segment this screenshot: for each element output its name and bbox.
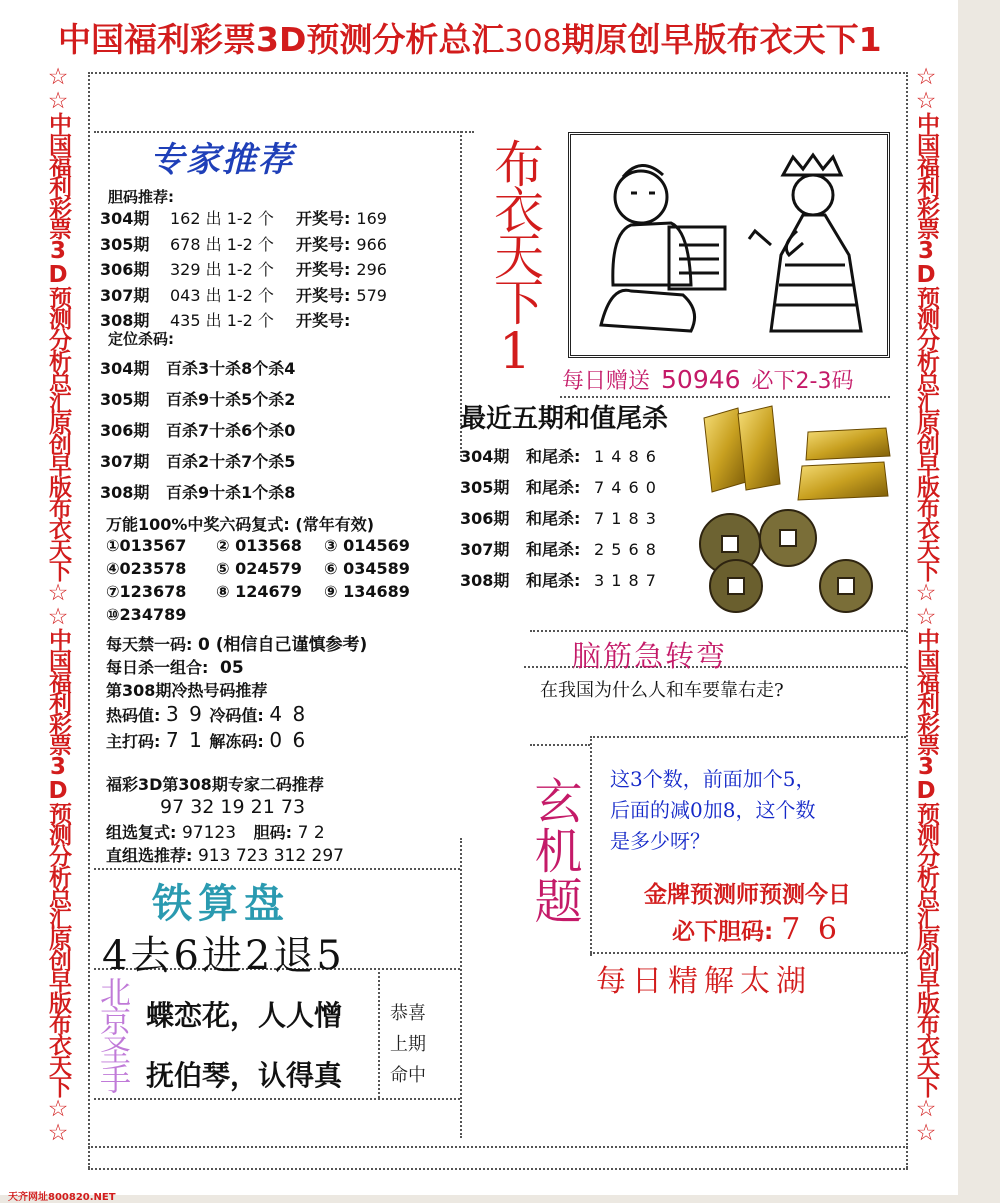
sum-row bbox=[460, 537, 657, 560]
six-code: ② 013568 bbox=[216, 536, 302, 555]
six-code: ③ 014569 bbox=[324, 536, 410, 555]
dan-code: 435 出 1-2 个 bbox=[170, 311, 274, 330]
daily-gift-value: 50946 bbox=[661, 365, 741, 394]
main-value: 7 1 bbox=[165, 728, 204, 752]
kill-combo-row bbox=[106, 655, 244, 678]
xuanji-riddle bbox=[610, 764, 815, 857]
cartoon-svg bbox=[571, 135, 881, 349]
kill-list bbox=[100, 356, 460, 506]
congrats-block bbox=[390, 998, 426, 1091]
riddle-line-1: 这3个数，前面加个5， bbox=[610, 767, 816, 791]
poem-line-1: 蝶恋花，人人憎 bbox=[146, 999, 343, 1032]
main-row bbox=[106, 728, 307, 752]
sum-issue: 306期 bbox=[460, 509, 510, 528]
sum-tail-title: 最近五期和值尾杀 bbox=[460, 404, 669, 434]
six-code: ④023578 bbox=[106, 559, 187, 578]
dan-prize: 579 bbox=[356, 285, 387, 305]
kill-text: 百杀9十杀5个杀2 bbox=[166, 390, 296, 409]
direct-value: 913 723 312 297 bbox=[197, 846, 344, 866]
sum-label: 和尾杀: bbox=[526, 571, 581, 590]
gold-line2 bbox=[672, 912, 841, 947]
group-label: 组选复式: bbox=[106, 823, 177, 842]
expert-title: 专家推荐 bbox=[150, 140, 294, 180]
taihu-title: 每日精解太湖 bbox=[596, 964, 812, 999]
gold-bars-illustration bbox=[698, 404, 894, 508]
group-row bbox=[106, 820, 325, 843]
kill-row bbox=[100, 449, 295, 472]
kill-row bbox=[100, 480, 295, 503]
sum-tail-list bbox=[460, 444, 690, 604]
sum-label: 和尾杀: bbox=[526, 478, 581, 497]
poem-line-2: 抚伯琴，认得真 bbox=[146, 1059, 343, 1092]
coins-svg bbox=[696, 510, 892, 616]
sum-label: 和尾杀: bbox=[526, 540, 581, 559]
hotcold-title: 第308期冷热号码推荐 bbox=[106, 681, 268, 700]
footer-url: 天齐网址800820.NET bbox=[8, 1192, 116, 1203]
six-code: ⑤ 024579 bbox=[216, 559, 302, 578]
group-value: 97123 bbox=[181, 823, 237, 843]
six-title: 万能100%中奖六码复式: (常年有效) bbox=[106, 515, 375, 534]
frame-left bbox=[88, 72, 90, 1168]
unfreeze-label: 解冻码: bbox=[209, 732, 264, 751]
kill-row bbox=[100, 387, 295, 410]
sum-label: 和尾杀: bbox=[526, 447, 581, 466]
dan-issue: 308期 bbox=[100, 311, 150, 330]
six-row bbox=[106, 559, 432, 578]
cold-label: 冷码值: bbox=[209, 706, 264, 725]
sum-value: 1 4 8 6 bbox=[594, 447, 657, 466]
brain-frame-top bbox=[530, 630, 906, 632]
two-values: 97 32 19 21 73 bbox=[160, 796, 306, 818]
dan-prize-label: 开奖号: bbox=[296, 234, 351, 254]
sum-row bbox=[460, 568, 657, 591]
kill-issue: 305期 bbox=[100, 390, 150, 409]
dan-issue: 304期 bbox=[100, 209, 150, 228]
brain-title: 脑筋急转弯 bbox=[572, 639, 728, 673]
buyi-title: 布衣天下1 bbox=[486, 138, 544, 376]
ban-value: 0 (相信自己谨慎参考) bbox=[197, 635, 368, 655]
hot-value: 3 9 bbox=[165, 702, 204, 726]
six-list bbox=[106, 536, 456, 632]
abacus-formula: 4去6进2退5 bbox=[102, 933, 345, 979]
six-code: ①013567 bbox=[106, 536, 187, 555]
xuanji-frame-top bbox=[590, 736, 906, 738]
gold-line2-value: 7 6 bbox=[781, 912, 841, 947]
hot-label: 热码值: bbox=[106, 706, 161, 725]
dan-row bbox=[100, 283, 387, 306]
kill-title: 定位杀码: bbox=[108, 330, 174, 348]
six-code: ⑨ 134689 bbox=[324, 582, 410, 601]
sum-value: 3 1 8 7 bbox=[594, 571, 657, 590]
six-row bbox=[106, 536, 432, 555]
cartoon-figures-illustration bbox=[568, 132, 890, 358]
six-code: ⑩234789 bbox=[106, 605, 187, 624]
dan-row bbox=[100, 206, 387, 229]
brain-question: 在我国为什么人和车要靠右走? bbox=[540, 680, 784, 701]
dan-row bbox=[100, 257, 387, 280]
two-title: 福彩3D第308期专家二码推荐 bbox=[106, 775, 324, 794]
riddle-line-2: 后面的减0加8，这个数 bbox=[610, 798, 816, 822]
frame-bottom bbox=[88, 1168, 908, 1170]
daily-gift-suffix: 必下2-3码 bbox=[751, 369, 854, 394]
dan-label: 胆码: bbox=[253, 823, 293, 842]
dan-prize: 296 bbox=[356, 260, 387, 279]
abacus-frame-right bbox=[460, 838, 462, 1138]
sum-value: 7 4 6 0 bbox=[594, 478, 657, 497]
beijing-side-title: 北京圣手 bbox=[94, 976, 130, 1092]
right-side-banner: ☆☆中国福利彩票3D预测分析总汇原创早版布衣天下☆☆中国福利彩票3D预测分析总汇原创早版布衣天下☆☆ bbox=[913, 64, 939, 1144]
dan-code: 162 出 1-2 个 bbox=[170, 209, 274, 228]
six-row bbox=[106, 605, 432, 624]
kill-text: 百杀7十杀6个杀0 bbox=[166, 421, 296, 440]
gold-line2-label: 必下胆码: bbox=[672, 919, 774, 945]
six-code: ⑥ 034589 bbox=[324, 559, 410, 578]
dan-prize: 966 bbox=[356, 234, 387, 254]
daily-gift-row bbox=[562, 364, 853, 395]
congrats-line-3: 命中 bbox=[390, 1065, 426, 1086]
sum-issue: 305期 bbox=[460, 478, 510, 497]
six-code: ⑧ 124679 bbox=[216, 582, 302, 601]
dan-prize: 169 bbox=[356, 209, 387, 228]
dan-title: 胆码推荐: bbox=[108, 188, 174, 206]
kill-issue: 308期 bbox=[100, 483, 150, 502]
six-code: ⑦123678 bbox=[106, 582, 187, 601]
kill-issue: 307期 bbox=[100, 452, 150, 471]
main-label: 主打码: bbox=[106, 732, 161, 751]
dan-prize-label: 开奖号: bbox=[296, 209, 351, 228]
title-part2: 期原创早版布衣天下1 bbox=[561, 20, 882, 59]
title-issue: 308 bbox=[504, 24, 562, 59]
six-row bbox=[106, 582, 432, 601]
kill-text: 百杀2十杀7个杀5 bbox=[166, 452, 296, 471]
xuanji-title: 玄机题 bbox=[526, 776, 582, 926]
dan-code: 329 出 1-2 个 bbox=[170, 260, 274, 279]
dan-issue: 307期 bbox=[100, 285, 150, 305]
beijing-frame-bottom bbox=[94, 1098, 460, 1100]
kill-combo-label: 每日杀一组合: bbox=[106, 658, 209, 677]
congrats-line-2: 上期 bbox=[390, 1034, 426, 1055]
gold-bars-svg bbox=[698, 404, 894, 508]
frame-right bbox=[906, 72, 908, 1168]
congrats-line-1: 恭喜 bbox=[390, 1003, 426, 1024]
dan-value: 7 2 bbox=[297, 823, 325, 843]
sum-value: 2 5 6 8 bbox=[594, 540, 657, 559]
daily-gift-label: 每日赠送 bbox=[562, 369, 651, 394]
hotcold-row bbox=[106, 702, 307, 726]
sum-issue: 307期 bbox=[460, 540, 510, 559]
dan-issue: 305期 bbox=[100, 234, 150, 254]
dan-prize-label: 开奖号: bbox=[296, 311, 351, 330]
sum-row bbox=[460, 506, 657, 529]
sum-row bbox=[460, 444, 657, 467]
kill-text: 百杀9十杀1个杀8 bbox=[166, 483, 296, 502]
unfreeze-value: 0 6 bbox=[269, 728, 308, 752]
frame-top bbox=[88, 72, 908, 74]
dan-code: 678 出 1-2 个 bbox=[170, 234, 274, 254]
kill-row bbox=[100, 356, 295, 379]
kill-row bbox=[100, 418, 295, 441]
sum-label: 和尾杀: bbox=[526, 509, 581, 528]
sum-value: 7 1 8 3 bbox=[594, 509, 657, 528]
ban-row bbox=[106, 630, 367, 655]
dan-issue: 306期 bbox=[100, 260, 150, 279]
sum-issue: 308期 bbox=[460, 571, 510, 590]
xuanji-frame-bottom bbox=[590, 952, 906, 954]
abacus-title: 铁算盘 bbox=[152, 880, 290, 927]
kill-combo-value: 05 bbox=[219, 658, 244, 678]
dan-list bbox=[100, 206, 460, 336]
riddle-line-3: 是多少呀？ bbox=[610, 829, 710, 853]
left-side-banner: ☆☆中国福利彩票3D预测分析总汇原创早版布衣天下☆☆中国福利彩票3D预测分析总汇原创早版布衣天下☆☆ bbox=[45, 64, 71, 1144]
coins-illustration bbox=[696, 510, 892, 616]
direct-row bbox=[106, 843, 344, 866]
gold-line1: 金牌预测师预测今日 bbox=[644, 882, 851, 908]
sum-issue: 304期 bbox=[460, 447, 510, 466]
dan-code: 043 出 1-2 个 bbox=[170, 285, 274, 305]
xuanji-frame-top-left bbox=[530, 744, 590, 746]
page-title bbox=[58, 14, 882, 61]
cold-value: 4 8 bbox=[269, 702, 308, 726]
kill-text: 百杀3十杀8个杀4 bbox=[166, 359, 296, 378]
xuanji-frame-left bbox=[590, 736, 592, 956]
dan-prize-label: 开奖号: bbox=[296, 260, 351, 279]
dan-row bbox=[100, 232, 387, 255]
ban-label: 每天禁一码: bbox=[106, 635, 193, 654]
kill-issue: 304期 bbox=[100, 359, 150, 378]
abacus-frame-top bbox=[94, 868, 460, 870]
frame-bottom-inner bbox=[88, 1146, 908, 1148]
sum-row bbox=[460, 475, 657, 498]
title-part1: 中国福利彩票3D预测分析总汇 bbox=[58, 20, 505, 59]
kill-issue: 306期 bbox=[100, 421, 150, 440]
direct-label: 直组选推荐: bbox=[106, 846, 193, 865]
dan-prize-label: 开奖号: bbox=[296, 285, 351, 305]
congrats-frame-left bbox=[378, 968, 380, 1098]
